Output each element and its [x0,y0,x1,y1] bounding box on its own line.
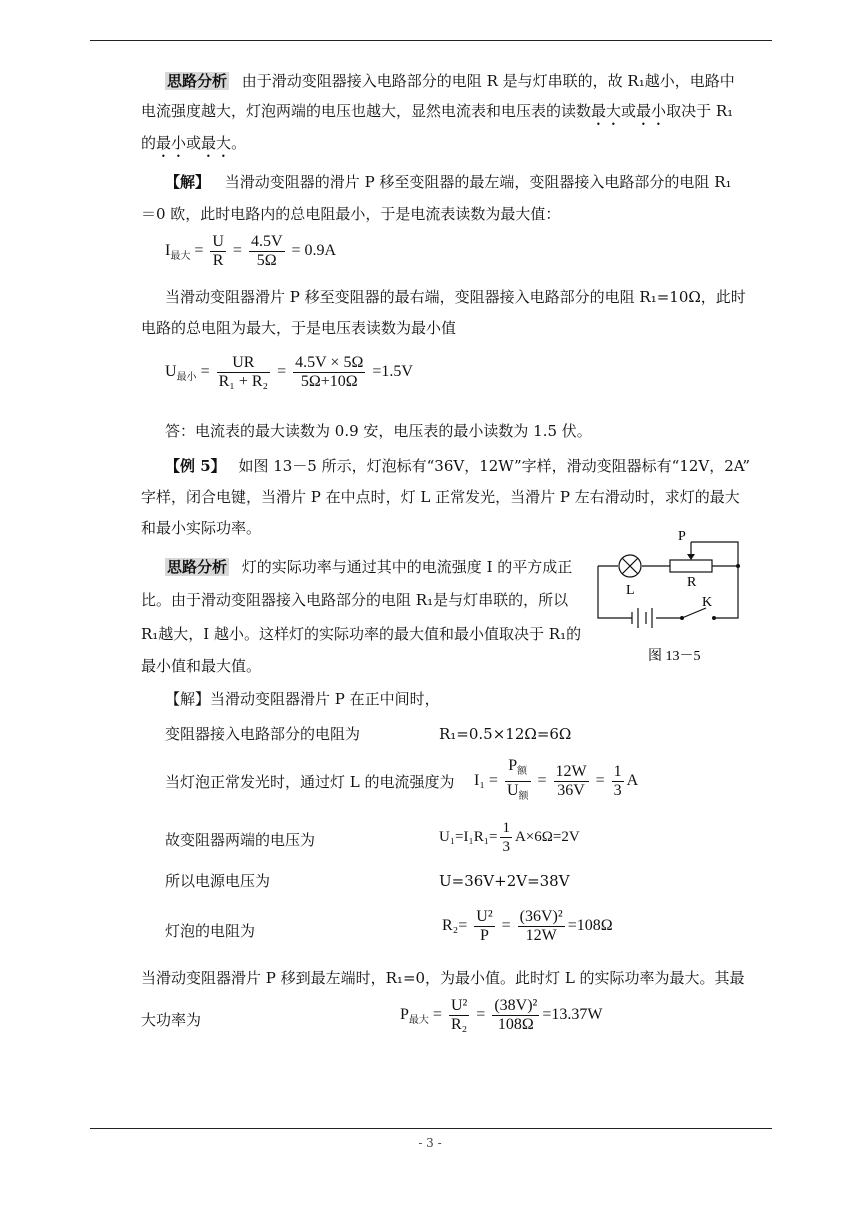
equation-max-current: $I_{最大}$ = $\frac{U}{R}$ = $\frac{4.5V}{5\Omega}$ = 0.9A [165,233,337,269]
analysis-label: 思路分析 [167,72,228,90]
equation-min-voltage: $U_{最小}$ = $\frac{UR}{\text{R₁ + R₂}}$ = $\frac{4.5V \times 5\Omega}{5\Omega+10\Omega}$ =1.5V [165,354,413,390]
solution-label: 【解】 [165,173,211,191]
emphasis-dot-text: 最小 [156,134,187,152]
label-p: P [678,529,686,544]
equation-i1: I₁ = $\frac{P_额}{U_额}$ = $\frac{12W}{36V}$ = $\frac{1}{3}$ A [474,757,638,806]
solution-1-line-3: 当滑动变阻器滑片 P 移至变阻器的最右端，变阻器接入电路部分的电阻 R₁=10Ω，此时 [165,288,746,306]
battery-symbol [632,608,652,628]
analysis-paragraph-1-line-2: 电流强度越大，灯泡两端的电压也越大，显然电流表和电压表的读数最大或最小取决于 R₁ [141,102,734,120]
fraction: $\frac{UR}{\text{R₁ + R₂}}$ [218,354,269,390]
analysis-paragraph-2-line-4: 最小值和最大值。 [141,657,262,675]
example-5-line-3: 和最小实际功率。 [141,519,262,537]
fraction: $\frac{\text{U²}}{P}$ [476,908,493,944]
rheostat-symbol [670,560,712,572]
i1-line: 当灯泡正常发光时，通过灯 L 的电流强度为 [165,773,455,791]
fraction: $\frac{4.5V}{5\Omega}$ [250,233,283,269]
r1-equation: R₁=0.5×12Ω=6Ω [439,725,572,743]
analysis-paragraph-2-line-2: 比。由于滑动变阻器接入电路部分的电阻 R₁是与灯串联的，所以 [141,591,569,609]
last-paragraph-line-1: 当滑动变阻器滑片 P 移到最左端时，R₁=0，为最小值。此时灯 L 的实际功率为最大。其最 [141,969,745,987]
label-k: K [702,595,713,610]
fraction: $\frac{\text{U²}}{\text{R₂}}$ [450,997,468,1033]
junction-dot [736,564,740,568]
page-number: - 3 - [418,1136,442,1150]
emphasis-dot-text: 最大 [591,102,622,120]
analysis-paragraph-1-line-1: 思路分析 由于滑动变阻器接入电路部分的电阻 R 是与灯串联的，故 R₁越小，电路中 [167,72,735,90]
solution-2-head: 【解】当滑动变阻器滑片 P 在正中间时， [165,690,440,708]
u-equation: U=36V+2V=38V [439,872,570,890]
analysis-paragraph-1-line-3: 的最小或最大。 [141,134,247,152]
figure-caption: 图 13－5 [648,649,701,664]
fraction: $\frac{4.5V \times 5\Omega}{5\Omega+10\Omega}$ [295,354,364,390]
solution-1-line-1: 【解】 当滑动变阻器的滑片 P 移至变阻器的最左端，变阻器接入电路部分的电阻 R₁ [165,173,732,191]
lamp-cross [622,558,638,574]
circuit-wire [714,566,738,618]
u-line: 所以电源电压为 [165,872,271,890]
fraction: $\frac{U}{R}$ [212,233,224,269]
emphasis-dot-text: 最小 [636,102,667,120]
r2-line: 灯泡的电阻为 [165,922,256,940]
equation-r2: R₂= $\frac{\text{U²}}{P}$ = $\frac{\text{(36V)²}}{12W}$ =108Ω [442,908,613,944]
slider-wire [691,542,738,566]
emphasis-dot-text: 最大 [201,134,232,152]
example-label: 【例 5】 [165,457,226,475]
switch-contact [680,616,684,620]
fraction: $\frac{\text{(38V)²}}{108\Omega}$ [494,997,538,1033]
analysis-paragraph-2-line-3: R₁越大，I 越小。这样灯的实际功率的最大值和最小值取决于 R₁的 [141,625,582,643]
slider-arrowhead [687,554,695,560]
fraction: $\frac{1}{3}$ [502,820,510,855]
equation-u1: U₁=I₁R₁= $\frac{1}{3}$ A×6Ω=2V [439,820,580,855]
fraction: $\frac{1}{3}$ [613,763,622,799]
label-l: L [626,583,635,598]
analysis-label: 思路分析 [167,558,228,576]
u1-line: 故变阻器两端的电压为 [165,831,316,849]
analysis-paragraph-2-line-1: 思路分析 灯的实际功率与通过其中的电流强度 I 的平方成正 [167,558,573,576]
example-5-line-1: 【例 5】 如图 13－5 所示，灯泡标有“36V，12W”字样，滑动变阻器标有“12V，2A” [165,457,751,475]
r1-line: 变阻器接入电路部分的电阻为 [165,725,361,743]
example-5-line-2: 字样，闭合电键，当滑片 P 在中点时，灯 L 正常发光，当滑片 P 左右滑动时，求灯的最大 [141,488,740,506]
switch-contact [712,616,716,620]
fraction: $\frac{12W}{36V}$ [555,763,587,799]
solution-1-line-4: 电路的总电阻为最大，于是电压表读数为最小值 [141,319,457,337]
footer-rule [90,1128,772,1129]
circuit-diagram [590,528,750,668]
answer-line: 答：电流表的最大读数为 0.9 安，电压表的最小读数为 1.5 伏。 [165,422,592,440]
fraction: $\frac{\text{(36V)²}}{12W}$ [519,908,563,944]
solution-1-line-2: ＝0 欧，此时电路内的总电阻最小，于是电流表读数为最大值： [141,205,561,223]
equation-pmax: $P_{最大}$ = $\frac{\text{U²}}{\text{R₂}}$ = $\frac{\text{(38V)²}}{108\Omega}$ =13.37W [400,997,603,1033]
last-paragraph-line-2: 大功率为 [141,1011,202,1029]
fraction: $\frac{P_额}{U_额}$ [506,757,529,802]
header-rule [90,40,772,41]
label-r: R [687,575,697,590]
